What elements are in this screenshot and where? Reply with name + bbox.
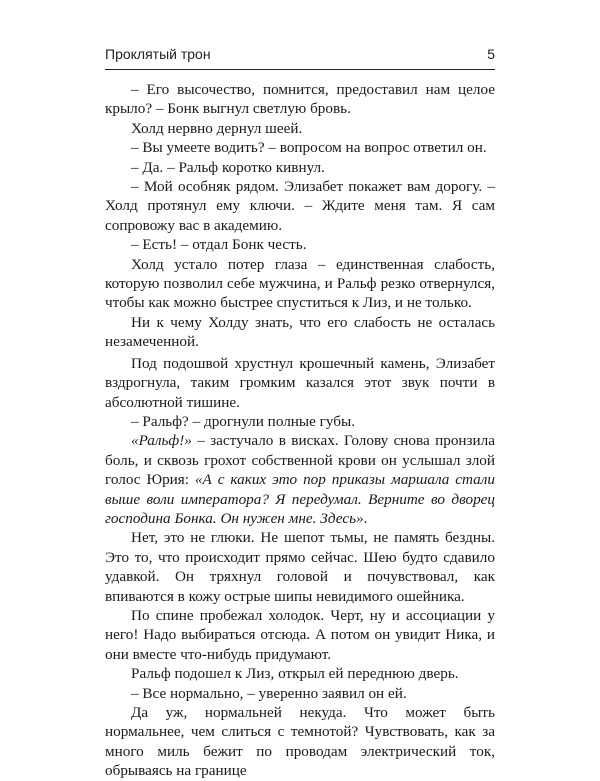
paragraph: Ни к чему Холду знать, что его слабость не осталась незамеченной. (105, 313, 495, 351)
paragraph: – Все нормально, – уверенно заявил он ей. (131, 684, 407, 702)
paragraph: По спине пробежал холодок. Черт, ну и ассоциации у него! Надо выбираться отсюда. А потом он увидит Ника, и они вместе что-нибудь придумают. (105, 606, 495, 663)
paragraph: – Вы умеете водить? – вопросом на вопрос ответил он. (131, 139, 487, 157)
book-title: Проклятый трон (105, 46, 211, 62)
paragraph: – Ральф? – дрогнули полные губы. (131, 412, 356, 430)
page-body (105, 80, 495, 781)
paragraph: Ральф подошел к Лиз, открыл ей переднюю дверь. (131, 665, 459, 683)
paragraph: – Его высочество, помнится, предоставил нам целое крыло? – Бонк выгнул светлую бровь. (105, 81, 495, 118)
paragraph: Нет, это не глюки. Не шепот тьмы, не память бездны. Это то, что происходит прямо сейчас. Шею будто сдавило удавкой. Он тряхнул головой и почувствовал, как впиваются в кожу острые шипы невидимого ошейника. (105, 529, 495, 605)
paragraph-text: . (363, 509, 368, 527)
paragraph: – Да. – Ральф коротко кивнул. (131, 158, 325, 176)
paragraph: – Мой особняк рядом. Элизабет покажет вам дорогу. – Холд протянул ему ключи. – Ждите меня там. Я сам сопровожу вас в академию. (105, 178, 495, 234)
paragraph: Под подошвой хрустнул крошечный камень, Элизабет вздрогнула, таким громким казался этот звук почти в абсолютной тишине. (105, 354, 495, 411)
italic-quote: «А с каких это пор приказы маршала стали выше воли императора? Я передумал. Верните во дворец господина Бонка. Он нужен мне. Здесь» (105, 471, 495, 527)
paragraph: Холд нервно дернул шеей. (131, 119, 303, 137)
paragraph: Холд устало потер глаза – единственная слабость, которую позволил себе мужчина, и Ральф резко отвернулся, чтобы как можно быстрее спуститься к Лиз, и не только. (105, 255, 495, 312)
paragraph-with-italics (105, 431, 495, 528)
paragraph-text: – застучало в висках. Голову снова пронзила боль, и сквозь грохот собственной крови он услышал злой голос Юрия: (105, 432, 495, 489)
paragraph: – Есть! – отдал Бонк честь. (131, 236, 307, 254)
header-rule (105, 69, 495, 70)
running-header (105, 46, 495, 62)
page-number: 5 (487, 46, 495, 62)
paragraph: Да уж, нормальней некуда. Что может быть нормальнее, чем слиться с темнотой? Чувствовать, как за много миль бежит по проводам электрический ток, обрываясь на границе (105, 704, 495, 780)
italic-exclamation: «Ральф!» (131, 432, 192, 450)
